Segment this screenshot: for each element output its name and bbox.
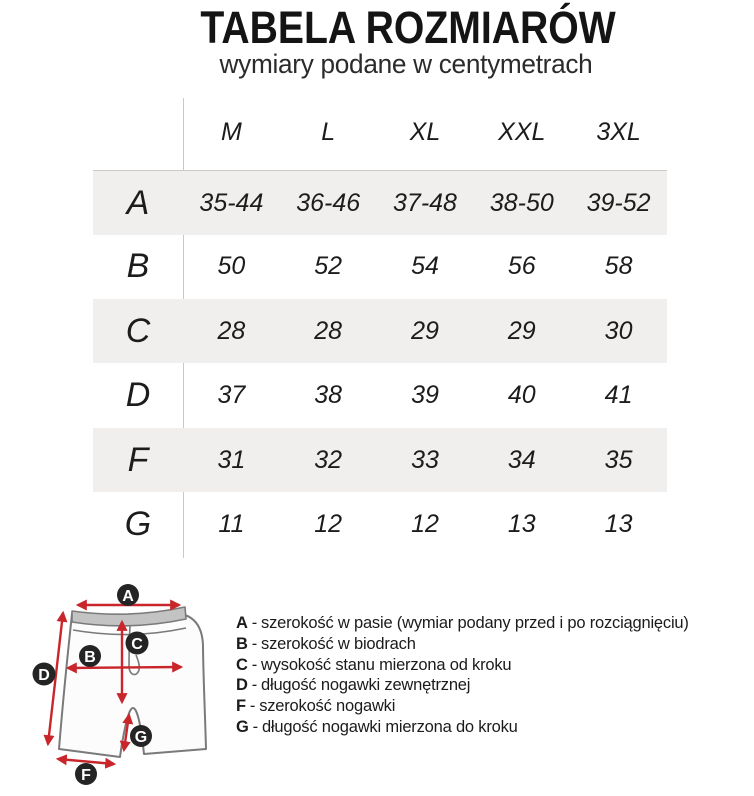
legend-item-b <box>236 634 741 655</box>
row-label: A <box>126 183 150 222</box>
row-label: F <box>127 440 149 479</box>
cell: 12 <box>314 509 343 538</box>
cell: 12 <box>411 509 439 538</box>
measurement-legend <box>236 613 741 738</box>
column-header-l: L <box>321 117 336 146</box>
shorts-measurement-diagram <box>18 578 226 796</box>
column-header-m: M <box>220 117 242 146</box>
cell: 41 <box>604 380 633 409</box>
cell: 39 <box>411 380 439 409</box>
legend-separator: - <box>251 676 258 695</box>
legend-text: długość nogawki zewnętrznej <box>261 676 471 695</box>
legend-key: D <box>236 676 248 695</box>
badge-c-label: C <box>131 636 143 653</box>
legend-key: F <box>236 697 246 716</box>
cell: 37-48 <box>393 188 457 217</box>
legend-separator: - <box>249 697 256 716</box>
cell: 39-52 <box>586 188 651 217</box>
legend-item-g <box>236 717 741 738</box>
cell: 54 <box>411 251 439 280</box>
row-label: B <box>126 246 150 285</box>
row-label: C <box>125 311 151 350</box>
cell: 38 <box>314 380 343 409</box>
cell: 37 <box>217 380 246 409</box>
row-label: D <box>125 375 151 414</box>
table-header-corner <box>93 101 183 163</box>
badge-a-label: A <box>122 588 134 605</box>
legend-separator: - <box>251 614 258 632</box>
table-row-a <box>93 170 667 235</box>
cell: 32 <box>314 445 343 474</box>
cell: 50 <box>217 251 246 280</box>
cell: 31 <box>217 445 246 474</box>
column-header-xl: XL <box>409 117 441 146</box>
cell: 40 <box>507 380 536 409</box>
cell: 28 <box>314 316 343 345</box>
legend-text: długość nogawki mierzona do kroku <box>261 717 518 736</box>
legend-key: B <box>236 634 248 653</box>
cell: 13 <box>507 509 536 538</box>
legend-separator: - <box>252 717 258 736</box>
legend-text: szerokość w biodrach <box>261 634 416 653</box>
row-label: G <box>124 504 152 543</box>
cell: 34 <box>507 445 536 474</box>
legend-text: szerokość nogawki <box>259 697 396 716</box>
page-subtitle: wymiary podane w centymetrach <box>219 49 593 79</box>
cell: 38-50 <box>489 188 554 217</box>
legend-key: G <box>236 717 249 736</box>
cell: 28 <box>217 316 246 345</box>
cell: 30 <box>604 316 633 345</box>
column-header-3xl: 3XL <box>596 117 641 146</box>
cell: 35-44 <box>199 188 264 217</box>
cell: 58 <box>604 251 633 280</box>
legend-text: wysokość stanu mierzona od kroku <box>261 655 512 674</box>
legend-key: C <box>236 655 248 674</box>
legend-item-a <box>236 613 741 634</box>
column-header-xxl: XXL <box>498 117 546 146</box>
badge-b-label: B <box>84 649 96 666</box>
table-row-d <box>93 363 667 427</box>
table-header-row <box>93 101 667 163</box>
legend-key: A <box>236 614 248 632</box>
table-row-f <box>93 428 667 492</box>
arrow-b <box>68 667 181 668</box>
legend-text: szerokość w pasie (wymiar podany przed i po rozciągnięciu) <box>261 614 689 632</box>
legend-separator: - <box>251 655 258 674</box>
table-row-g <box>93 492 667 556</box>
cell: 52 <box>314 251 343 280</box>
page-title: TABELA ROZMIARÓW <box>200 2 616 53</box>
legend-separator: - <box>251 634 258 653</box>
cell: 29 <box>411 316 439 345</box>
cell: 35 <box>604 445 633 474</box>
legend-item-c <box>236 655 741 676</box>
legend-item-d <box>236 675 741 696</box>
cell: 29 <box>507 316 536 345</box>
cell: 56 <box>507 251 536 280</box>
table-row-c <box>93 299 667 363</box>
badge-d-label: D <box>38 667 50 684</box>
badge-g-label: G <box>134 729 148 746</box>
cell: 11 <box>218 509 245 538</box>
legend-item-f <box>236 696 741 717</box>
cell: 36-46 <box>296 188 361 217</box>
table-row-b <box>93 234 667 298</box>
cell: 13 <box>604 509 633 538</box>
badge-f-label: F <box>81 767 91 784</box>
cell: 33 <box>411 445 439 474</box>
